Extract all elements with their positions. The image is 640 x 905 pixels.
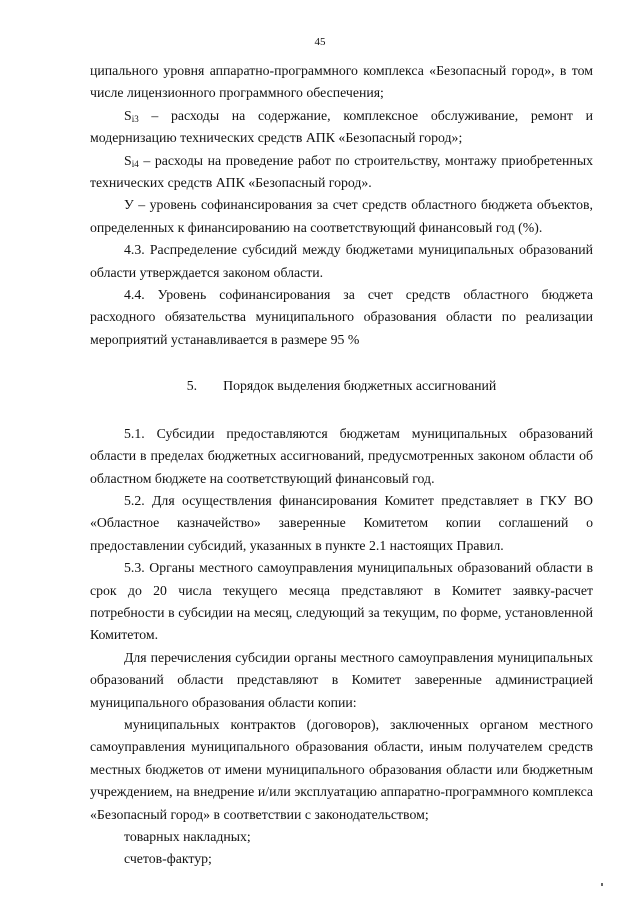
subscript: i4 [131,158,139,169]
subscript: i3 [131,113,139,124]
scan-mark [601,883,603,886]
list-item: счетов-фактур; [124,851,212,867]
paragraph: 5.2. Для осуществления финансирования Комитет представляет в ГКУ ВО «Областное казначейство» заверенные Комитетом копии соглашений о предоставлении субсидий, указанных в пункте 2.1 настоящих Правил. [90,492,593,553]
formula-term-si4 [90,150,593,195]
paragraph: 4.4. Уровень софинансирования за счет средств областного бюджета расходного обязательства муниципального образования области по реализации мероприятий устанавливается в размере 95 % [90,287,593,347]
section-heading [90,375,593,397]
list-item: муниципальных контрактов (договоров), заключенных органом местного самоуправления муниципального образования области, иным получателем средств местных бюджетов от имени муниципального образования области или бюджетным учреждением, на внедрение и/или эксплуатацию аппаратно-программного комплекса «Безопасный город» в соответствии с законодательством; [90,716,593,822]
paragraph: ципального уровня аппаратно-программного комплекса «Безопасный город», в том числе лицензионного программного обеспечения; [90,63,593,101]
paragraph: Для перечисления субсидии органы местного самоуправления муниципальных образований области представляют в Комитет заверенные администрацией муниципального образования области копии: [90,649,593,710]
page-number: 45 [314,36,326,48]
paragraph: 4.3. Распределение субсидий между бюджетами муниципальных образований области утверждается законом области. [90,242,593,280]
page-body [90,60,593,871]
list-item: товарных накладных; [124,829,251,844]
formula-term-si3 [90,105,593,150]
term-text: – расходы на проведение работ по строительству, монтажу приобретенных технических средств АПК «Безопасный город». [90,152,593,191]
paragraph: У – уровень софинансирования за счет средств областного бюджета объектов, определенных к финансированию на соответствующий финансовый год (%). [90,197,593,235]
term-text: – расходы на содержание, комплексное обслуживание, ремонт и модернизацию технических средств АПК «Безопасный город»; [90,107,593,146]
section-title: Порядок выделения бюджетных ассигнований [223,378,497,394]
section-number: 5. [186,378,198,394]
paragraph: 5.3. Органы местного самоуправления муниципальных образований области в срок до 20 числа текущего месяца представляют в Комитет заявку-расчет потребности в субсидии на месяц, следующий за текущим, по форме, установленной Комитетом. [90,560,593,643]
symbol: S [124,152,132,168]
paragraph: 5.1. Субсидии предоставляются бюджетам муниципальных образований области в пределах бюджетных ассигнований, предусмотренных законом области об областном бюджете на соответствующий финансовый год. [90,425,593,486]
symbol: S [124,107,132,123]
